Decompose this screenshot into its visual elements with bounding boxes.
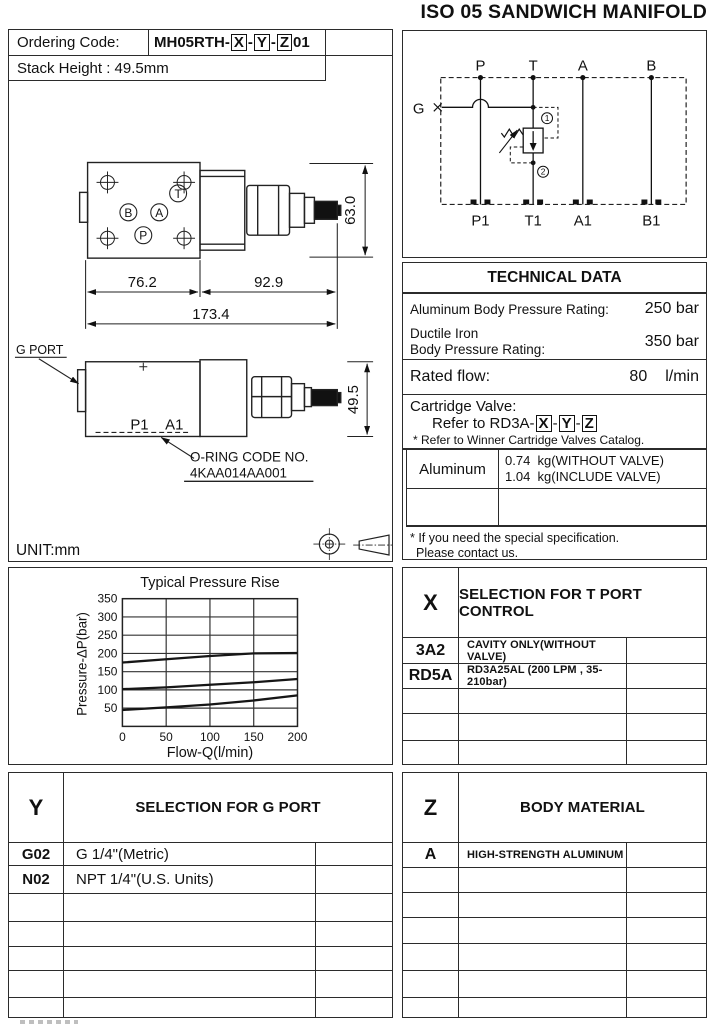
weight-material-cell: Aluminum xyxy=(407,450,499,489)
g-port-side xyxy=(78,370,86,412)
svg-text:2: 2 xyxy=(540,166,546,177)
clipped-footer-text xyxy=(20,1020,78,1024)
svg-text:P: P xyxy=(139,228,148,243)
weight-table xyxy=(406,450,706,527)
code-sep: - xyxy=(247,34,253,51)
empty-cell xyxy=(459,689,627,714)
chart-panel xyxy=(8,567,393,765)
port-marker-a xyxy=(151,204,168,221)
empty-cell xyxy=(459,714,627,741)
cartridge-prefix: Refer to RD3A- xyxy=(432,415,535,432)
y-table-title: SELECTION FOR G PORT xyxy=(64,773,392,843)
empty-cell xyxy=(499,489,706,526)
drawing-panel xyxy=(8,29,393,562)
chart-plot-area xyxy=(98,592,308,745)
rated-flow-label: Rated flow: xyxy=(410,368,491,385)
empty-cell xyxy=(64,947,316,971)
side-port-p1-label: P1 xyxy=(130,416,149,434)
empty-cell xyxy=(64,971,316,998)
x-tick-label: 0 xyxy=(119,730,126,745)
technical-data-title: TECHNICAL DATA xyxy=(403,263,706,294)
empty-cell xyxy=(627,689,706,714)
empty-cell xyxy=(64,922,316,947)
empty-cell xyxy=(316,894,392,922)
center-mark-icon xyxy=(139,363,147,371)
chart-xlabel: Flow-Q(l/min) xyxy=(166,745,254,762)
relief-valve-symbol xyxy=(499,107,558,177)
g-port-leader xyxy=(39,359,79,384)
y-option-code: G02 xyxy=(9,843,64,866)
port-label-b1: B1 xyxy=(642,213,661,230)
flow-lines xyxy=(442,78,652,205)
dim-height-label: 63.0 xyxy=(342,195,360,225)
empty-cell xyxy=(459,998,627,1017)
empty-cell xyxy=(459,944,627,971)
empty-cell xyxy=(627,971,706,998)
footnote-line1: * If you need the special specification. xyxy=(410,531,620,545)
z-option-code: A xyxy=(403,843,459,868)
x-option-code: 3A2 xyxy=(403,638,459,664)
sandwich-envelope xyxy=(441,78,686,205)
side-view-drawing xyxy=(78,360,341,437)
code-suffix: 01 xyxy=(293,34,310,51)
empty-cell xyxy=(403,689,459,714)
cartridge-line: Cartridge Valve: xyxy=(410,398,517,415)
top-view-drawing xyxy=(80,163,341,259)
x-option-desc: CAVITY ONLY(WITHOUT VALVE) xyxy=(459,638,627,664)
empty-cell xyxy=(627,893,706,918)
port-marker-p xyxy=(135,227,152,244)
empty-cell xyxy=(403,868,459,893)
empty-cell xyxy=(459,741,627,764)
y-tick-label: 150 xyxy=(97,664,118,679)
junction-dots xyxy=(478,75,654,165)
port-label-p1: P1 xyxy=(471,213,490,230)
interface-port-icons xyxy=(471,200,662,205)
empty-cell xyxy=(9,894,64,922)
empty-cell xyxy=(9,971,64,998)
empty-cell xyxy=(407,489,499,526)
valve-housing-side xyxy=(200,360,247,437)
code-x-box: X xyxy=(231,34,247,51)
port-label-p: P xyxy=(475,58,486,75)
empty-cell xyxy=(627,638,706,664)
svg-text:T: T xyxy=(174,186,182,201)
empty-cell xyxy=(316,971,392,998)
aluminum-rating-label: Aluminum Body Pressure Rating: xyxy=(410,301,609,317)
schematic-panel xyxy=(402,30,707,258)
side-port-a1-label: A1 xyxy=(165,416,184,434)
x-option-desc: RD3A25AL (200 LPM , 35-210bar) xyxy=(459,664,627,689)
empty-cell xyxy=(403,944,459,971)
empty-cell xyxy=(316,922,392,947)
x-tick-label: 200 xyxy=(287,730,308,745)
empty-cell xyxy=(316,866,392,894)
x-selection-table xyxy=(402,567,707,765)
empty-cell xyxy=(9,998,64,1017)
port-label-a: A xyxy=(577,58,588,75)
y-tick-label: 350 xyxy=(97,591,118,606)
x-table-code-header: X xyxy=(403,568,459,638)
empty-cell xyxy=(316,947,392,971)
rated-flow-value: 80 xyxy=(629,368,648,385)
cartridge-z-box: Z xyxy=(582,415,597,432)
empty-cell xyxy=(9,922,64,947)
code-sep: - xyxy=(270,34,276,51)
cartridge-y-box: Y xyxy=(559,415,575,432)
empty-cell xyxy=(403,714,459,741)
empty-cell xyxy=(459,918,627,944)
unit-label: UNIT:mm xyxy=(15,542,81,560)
dimension-lines-top xyxy=(86,163,373,328)
chart-title: Typical Pressure Rise xyxy=(140,574,280,591)
y-tick-label: 300 xyxy=(97,609,118,624)
ordering-code-value xyxy=(149,30,326,56)
rated-flow-row xyxy=(403,360,706,395)
weight-without-valve: 0.74 kg(WITHOUT VALVE) xyxy=(505,453,664,468)
dim-total-label: 173.4 xyxy=(192,305,230,323)
svg-text:A: A xyxy=(155,205,164,220)
cartridge-valve-top xyxy=(247,185,341,235)
dimension-drawing xyxy=(9,30,392,561)
pilot-mark-2 xyxy=(538,166,549,177)
empty-cell xyxy=(459,971,627,998)
code-prefix: MH05RTH- xyxy=(154,34,230,51)
aluminum-rating-row xyxy=(403,294,706,324)
empty-cell xyxy=(64,894,316,922)
y-option-code: N02 xyxy=(9,866,64,894)
pressure-rise-chart xyxy=(9,568,392,764)
cartridge-sep: - xyxy=(552,415,558,432)
aluminum-rating-value: 250 bar xyxy=(644,300,699,317)
y-option-desc: G 1/4"(Metric) xyxy=(64,843,316,866)
weight-values-cell xyxy=(499,450,706,489)
ductile-label-line2: Body Pressure Rating: xyxy=(410,341,546,357)
empty-cell xyxy=(403,998,459,1017)
z-table-title: BODY MATERIAL xyxy=(459,773,706,843)
g-port-label: G PORT xyxy=(15,342,64,357)
x-option-code: RD5A xyxy=(403,664,459,689)
empty-cell xyxy=(403,918,459,944)
footnote-line2: Please contact us. xyxy=(416,546,519,560)
x-tick-label: 50 xyxy=(159,730,173,745)
y-tick-label: 50 xyxy=(104,701,118,716)
ordering-code-label: Ordering Code: xyxy=(9,30,149,56)
port-label-b: B xyxy=(646,58,657,75)
pilot-mark-1 xyxy=(542,113,553,124)
port-label-t1: T1 xyxy=(524,213,542,230)
svg-text:1: 1 xyxy=(544,113,550,124)
stack-height-label: Stack Height : 49.5mm xyxy=(9,56,326,81)
empty-cell xyxy=(627,868,706,893)
y-tick-label: 100 xyxy=(97,682,118,697)
port-label-a1: A1 xyxy=(573,213,592,230)
x-table-title: SELECTION FOR T PORT CONTROL xyxy=(459,568,706,638)
empty-cell xyxy=(403,741,459,764)
oring-code-number: 4KAA014AA001 xyxy=(190,465,287,481)
y-option-desc: NPT 1/4"(U.S. Units) xyxy=(64,866,316,894)
projection-symbol-icon xyxy=(313,528,392,560)
g-port-boss xyxy=(80,192,88,222)
empty-cell xyxy=(316,998,392,1017)
port-marker-b xyxy=(120,204,137,221)
code-z-box: Z xyxy=(277,34,292,51)
ductile-label-line1: Ductile Iron xyxy=(410,325,479,341)
empty-cell xyxy=(627,918,706,944)
cartridge-refer-line xyxy=(410,415,699,432)
ductile-rating-value: 350 bar xyxy=(644,332,699,350)
empty-cell xyxy=(459,868,627,893)
weight-include-valve: 1.04 kg(INCLUDE VALVE) xyxy=(505,469,661,484)
svg-text:B: B xyxy=(124,205,133,220)
technical-data-panel xyxy=(402,262,707,560)
empty-cell xyxy=(403,971,459,998)
ordering-code-tail-cell xyxy=(326,30,392,56)
empty-cell xyxy=(627,944,706,971)
empty-cell xyxy=(627,664,706,689)
y-table-code-header: Y xyxy=(9,773,64,843)
ductile-rating-label xyxy=(410,326,545,358)
dim-left-label: 76.2 xyxy=(127,274,157,292)
empty-cell xyxy=(459,893,627,918)
cartridge-x-box: X xyxy=(536,415,552,432)
oring-code-title: O-RING CODE NO. xyxy=(190,449,309,465)
gauge-port-label: G xyxy=(412,101,425,118)
z-selection-table xyxy=(402,772,707,1018)
page-title: ISO 05 SANDWICH MANIFOLD xyxy=(420,1,707,23)
cartridge-valve-block xyxy=(403,395,706,450)
empty-cell xyxy=(627,998,706,1017)
empty-cell xyxy=(316,843,392,866)
ductile-rating-row xyxy=(403,324,706,360)
chart-ylabel: Pressure-ΔP(bar) xyxy=(74,612,90,716)
x-tick-label: 100 xyxy=(200,730,220,745)
port-label-t: T xyxy=(528,58,538,75)
y-tick-label: 250 xyxy=(97,628,118,643)
y-tick-label: 200 xyxy=(97,646,118,661)
code-y-box: Y xyxy=(254,34,270,51)
special-spec-note xyxy=(403,527,706,561)
dim-right-label: 92.9 xyxy=(254,274,284,292)
cartridge-valve-side xyxy=(252,377,341,418)
empty-cell xyxy=(9,947,64,971)
valve-housing-top xyxy=(200,170,245,250)
empty-cell xyxy=(64,998,316,1017)
z-option-desc: HIGH-STRENGTH ALUMINUM xyxy=(459,843,627,868)
hydraulic-schematic xyxy=(403,31,706,257)
ordering-code-row xyxy=(9,30,392,56)
rated-flow-unit: l/min xyxy=(665,368,699,385)
z-table-code-header: Z xyxy=(403,773,459,843)
empty-cell xyxy=(403,893,459,918)
empty-cell xyxy=(627,843,706,868)
cartridge-note: * Refer to Winner Cartridge Valves Catalog. xyxy=(413,433,645,448)
empty-cell xyxy=(627,741,706,764)
x-tick-label: 150 xyxy=(243,730,264,745)
cartridge-sep: - xyxy=(575,415,581,432)
empty-cell xyxy=(627,714,706,741)
gauge-line-bridge xyxy=(442,99,533,107)
y-selection-table xyxy=(8,772,393,1018)
dim-side-height-label: 49.5 xyxy=(345,385,363,415)
